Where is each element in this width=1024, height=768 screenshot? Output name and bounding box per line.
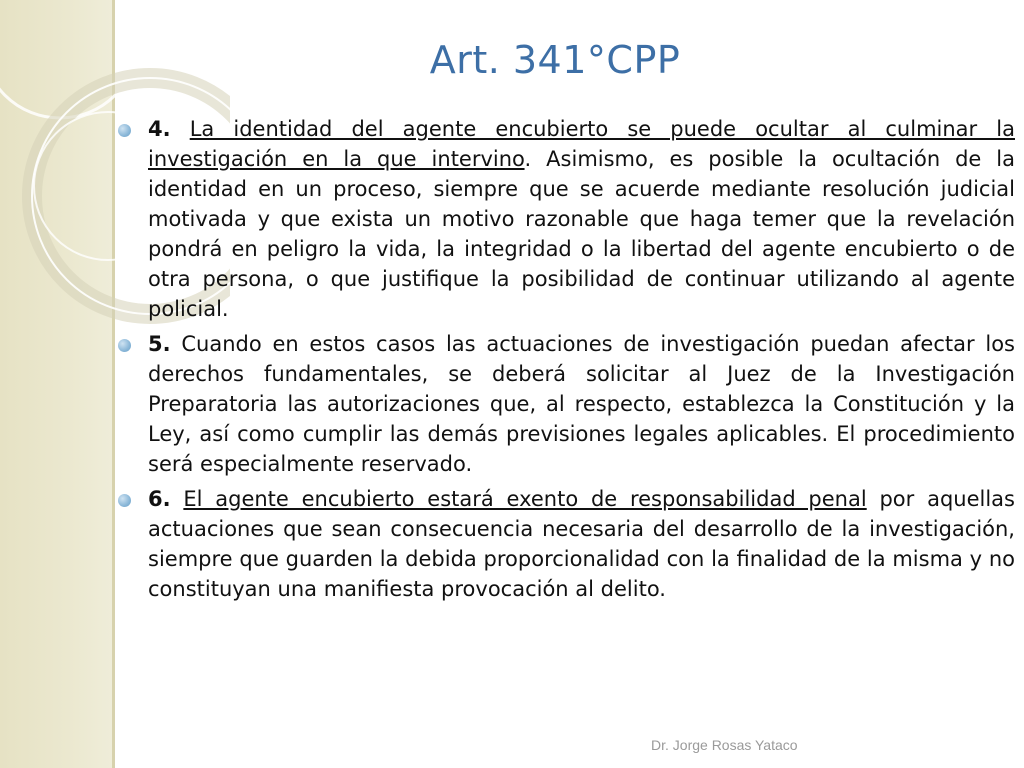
left-decorative-band <box>0 0 113 768</box>
bullet-number: 4. <box>148 117 171 141</box>
bullet-dot-icon <box>118 114 148 144</box>
bullet-text-4 <box>148 114 1015 324</box>
slide-title: Art. 341°CPP <box>429 38 681 82</box>
underlined-text: El agente encubierto estará exento de responsabilidad penal <box>183 487 867 511</box>
band-edge-line <box>112 0 115 768</box>
bullet-item-4 <box>118 114 1015 324</box>
underlined-text: La identidad del agente encubierto se puede ocultar al culminar la investigación en la que intervino <box>148 117 1015 171</box>
body-text: Cuando en estos casos las actuaciones de investigación puedan afectar los derechos fundamentales, se deberá solicitar al Juez de la Investigación Preparatoria las autorizaciones que, al respecto, establezca la Constitución y la Ley, así como cumplir las demás previsiones legales aplicables. El procedimiento será especialmente reservado. <box>148 332 1015 476</box>
bullet-dot-icon <box>118 329 148 359</box>
bullet-number: 5. <box>148 332 171 356</box>
bullet-text-5 <box>148 329 1015 479</box>
body-text: por aquellas actuaciones que sean consecuencia necesaria del desarrollo de la investigación, siempre que guarden la debida proporcionalidad con la finalidad de la misma y no constituyan una manifiesta provocación al delito. <box>148 487 1015 601</box>
bullet-list <box>118 114 1015 609</box>
footer-author: Dr. Jorge Rosas Yataco <box>651 737 798 753</box>
bullet-item-5 <box>118 329 1015 479</box>
bullet-dot-icon <box>118 484 148 514</box>
bullet-item-6 <box>118 484 1015 604</box>
body-text: . Asimismo, es posible la ocultación de la identidad en un proceso, siempre que se acuerde mediante resolución judicial motivada y que exista un motivo razonable que haga temer que la revelación pondrá en peligro la vida, la integridad o la libertad del agente encubierto o de otra persona, o que justifique la posibilidad de continuar utilizando al agente policial. <box>148 147 1015 321</box>
bullet-number: 6. <box>148 487 171 511</box>
bullet-text-6 <box>148 484 1015 604</box>
